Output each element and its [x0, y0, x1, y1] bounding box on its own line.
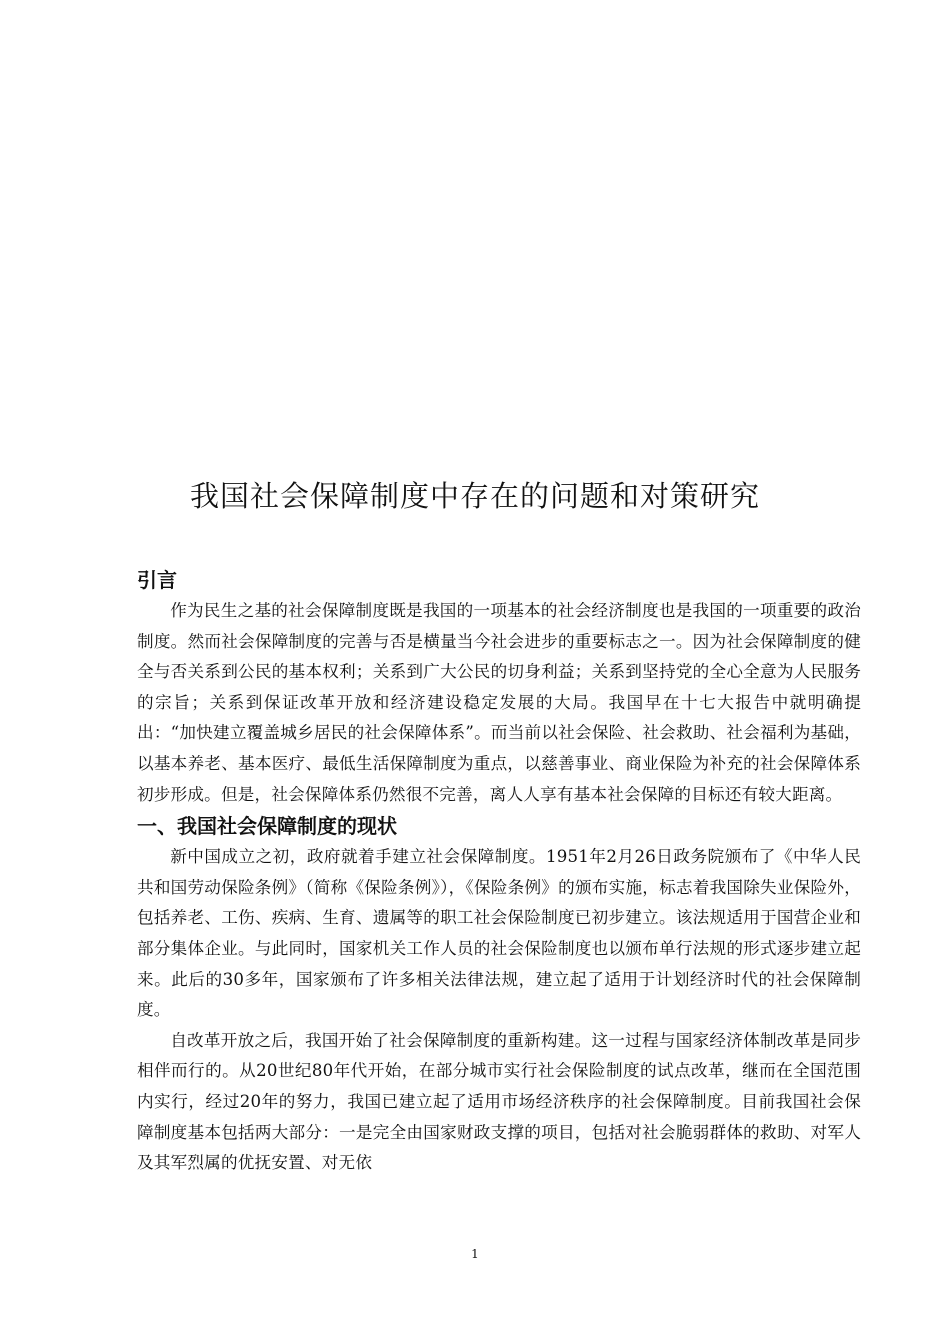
section-current-status: [137, 810, 861, 1179]
document-body: [137, 564, 861, 1179]
paragraph: 作为民生之基的社会保障制度既是我国的一项基本的社会经济制度也是我国的一项重要的政治制度。然而社会保障制度的完善与否是横量当今社会进步的重要标志之一。因为社会保障制度的健全与否关系到公民的基本权利；关系到广大公民的切身利益；关系到坚持党的全心全意为人民服务的宗旨；关系到保证改革开放和经济建设稳定发展的大局。我国早在十七大报告中就明确提出：“加快建立覆盖城乡居民的社会保障体系”。而当前以社会保险、社会救助、社会福利为基础，以基本养老、基本医疗、最低生活保障制度为重点，以慈善事业、商业保险为补充的社会保障体系初步形成。但是，社会保障体系仍然很不完善，离人人享有基本社会保障的目标还有较大距离。: [137, 601, 861, 804]
section-heading-current-status: 一、我国社会保障制度的现状: [137, 814, 397, 839]
section-heading-introduction: 引言: [137, 568, 177, 592]
document-title: 我国社会保障制度中存在的问题和对策研究: [189, 479, 760, 513]
page-number: 1: [471, 1247, 479, 1261]
paragraph: 自改革开放之后，我国开始了社会保障制度的重新构建。这一过程与国家经济体制改革是同步相伴而行的。从20世纪80年代开始，在部分城市实行社会保险制度的试点改革，继而在全国范围内实行，经过20年的努力，我国已建立起了适用市场经济秩序的社会保障制度。目前我国社会保障制度基本包括两大部分：一是完全由国家财政支撑的项目，包括对社会脆弱群体的救助、对军人及其军烈属的优抚安置、对无依: [137, 1030, 861, 1173]
section-introduction: [137, 564, 861, 810]
paragraph: 新中国成立之初，政府就着手建立社会保障制度。1951年2月26日政务院颁布了《中华人民共和国劳动保险条例》（简称《保险条例》），《保险条例》的颁布实施，标志着我国除失业保险外，包括养老、工伤、疾病、生育、遗属等的职工社会保险制度已初步建立。该法规适用于国营企业和部分集体企业。与此同时，国家机关工作人员的社会保险制度也以颁布单行法规的形式逐步建立起来。此后的30多年，国家颁布了许多相关法律法规，建立起了适用于计划经济时代的社会保障制度。: [137, 847, 861, 1020]
